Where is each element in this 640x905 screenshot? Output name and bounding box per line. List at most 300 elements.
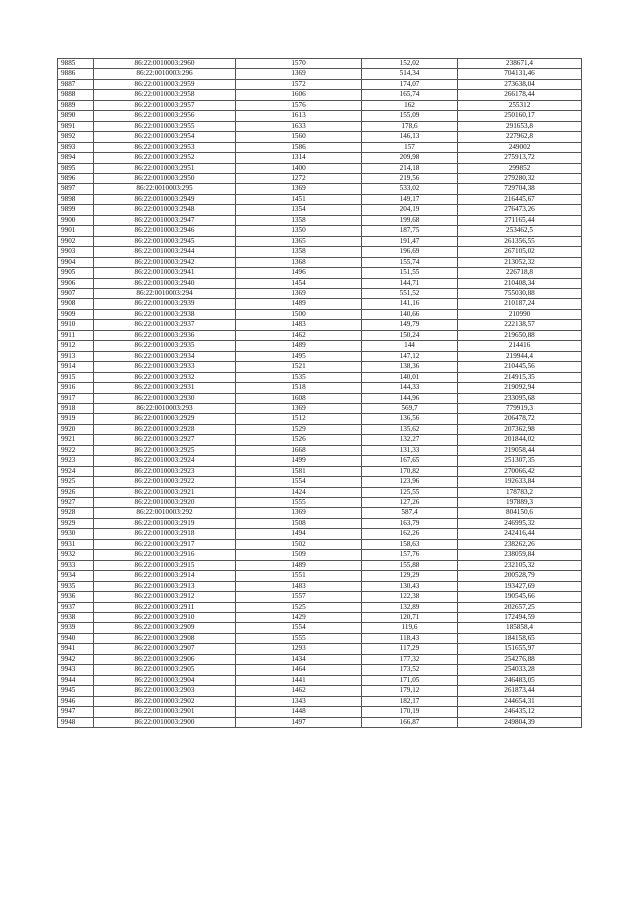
area-cell: 144	[362, 341, 458, 351]
cadastral-number-cell: 86:22:0010003:2949	[94, 194, 236, 204]
area-cell: 129,29	[362, 571, 458, 581]
cadastral-number-cell: 86:22:0010003:2937	[94, 320, 236, 330]
value-cell: 244654,31	[458, 696, 582, 706]
table-row	[58, 665, 582, 675]
table-row	[58, 613, 582, 623]
table-row	[58, 288, 582, 298]
row-number-cell: 9896	[58, 173, 94, 183]
cadastral-number-cell: 86:22:0010003:2940	[94, 278, 236, 288]
cadastral-number-cell: 86:22:0010003:2941	[94, 268, 236, 278]
table-row	[58, 424, 582, 434]
cadastral-number-cell: 86:22:0010003:2902	[94, 696, 236, 706]
area-cell: 135,62	[362, 424, 458, 434]
area-cell: 155,09	[362, 111, 458, 121]
row-number-cell: 9927	[58, 498, 94, 508]
table-row	[58, 90, 582, 100]
row-number-cell: 9944	[58, 675, 94, 685]
value-cell: 242416,44	[458, 529, 582, 539]
rate-cell: 1462	[236, 686, 362, 696]
row-number-cell: 9894	[58, 153, 94, 163]
value-cell: 704131,46	[458, 69, 582, 79]
row-number-cell: 9942	[58, 654, 94, 664]
row-number-cell: 9945	[58, 686, 94, 696]
cadastral-number-cell: 86:22:0010003:2936	[94, 330, 236, 340]
cadastral-number-cell: 86:22:0010003:294	[94, 288, 236, 298]
value-cell: 184158,65	[458, 633, 582, 643]
table-row	[58, 403, 582, 413]
row-number-cell: 9920	[58, 424, 94, 434]
table-row	[58, 456, 582, 466]
area-cell: 130,43	[362, 581, 458, 591]
table-row	[58, 571, 582, 581]
cadastral-number-cell: 86:22:0010003:2924	[94, 456, 236, 466]
area-cell: 144,33	[362, 383, 458, 393]
area-cell: 144,71	[362, 278, 458, 288]
table-row	[58, 633, 582, 643]
area-cell: 147,12	[362, 351, 458, 361]
value-cell: 273638,04	[458, 79, 582, 89]
value-cell: 255312	[458, 100, 582, 110]
table-row	[58, 477, 582, 487]
row-number-cell: 9940	[58, 633, 94, 643]
table-row	[58, 550, 582, 560]
row-number-cell: 9929	[58, 518, 94, 528]
area-cell: 174,07	[362, 79, 458, 89]
row-number-cell: 9906	[58, 278, 94, 288]
row-number-cell: 9899	[58, 205, 94, 215]
rate-cell: 1508	[236, 518, 362, 528]
row-number-cell: 9898	[58, 194, 94, 204]
cadastral-number-cell: 86:22:0010003:2930	[94, 393, 236, 403]
table-row	[58, 59, 582, 69]
area-cell: 170,19	[362, 707, 458, 717]
value-cell: 219944,4	[458, 351, 582, 361]
value-cell: 232105,32	[458, 560, 582, 570]
table-body	[58, 59, 582, 728]
value-cell: 729704,38	[458, 184, 582, 194]
rate-cell: 1555	[236, 633, 362, 643]
cadastral-number-cell: 86:22:0010003:292	[94, 508, 236, 518]
rate-cell: 1369	[236, 508, 362, 518]
row-number-cell: 9916	[58, 383, 94, 393]
rate-cell: 1495	[236, 351, 362, 361]
row-number-cell: 9913	[58, 351, 94, 361]
rate-cell: 1581	[236, 466, 362, 476]
table-row	[58, 602, 582, 612]
area-cell: 219,56	[362, 173, 458, 183]
area-cell: 132,89	[362, 602, 458, 612]
rate-cell: 1557	[236, 592, 362, 602]
row-number-cell: 9889	[58, 100, 94, 110]
row-number-cell: 9897	[58, 184, 94, 194]
rate-cell: 1365	[236, 236, 362, 246]
value-cell: 270066,42	[458, 466, 582, 476]
row-number-cell: 9886	[58, 69, 94, 79]
row-number-cell: 9924	[58, 466, 94, 476]
rate-cell: 1496	[236, 268, 362, 278]
value-cell: 219058,44	[458, 445, 582, 455]
area-cell: 123,96	[362, 477, 458, 487]
area-cell: 155,88	[362, 560, 458, 570]
table-row	[58, 111, 582, 121]
area-cell: 140,01	[362, 372, 458, 382]
value-cell: 261356,55	[458, 236, 582, 246]
table-row	[58, 69, 582, 79]
table-row	[58, 623, 582, 633]
row-number-cell: 9934	[58, 571, 94, 581]
row-number-cell: 9948	[58, 717, 94, 727]
row-number-cell: 9911	[58, 330, 94, 340]
rate-cell: 1570	[236, 59, 362, 69]
table-row	[58, 236, 582, 246]
cadastral-number-cell: 86:22:0010003:2959	[94, 79, 236, 89]
table-row	[58, 560, 582, 570]
value-cell: 190545,66	[458, 592, 582, 602]
table-row	[58, 644, 582, 654]
cadastral-number-cell: 86:22:0010003:2958	[94, 90, 236, 100]
rate-cell: 1554	[236, 623, 362, 633]
row-number-cell: 9892	[58, 132, 94, 142]
value-cell: 755030,88	[458, 288, 582, 298]
row-number-cell: 9938	[58, 613, 94, 623]
cadastral-number-cell: 86:22:0010003:2932	[94, 372, 236, 382]
cadastral-number-cell: 86:22:0010003:2907	[94, 644, 236, 654]
cadastral-number-cell: 86:22:0010003:296	[94, 69, 236, 79]
area-cell: 157,76	[362, 550, 458, 560]
rate-cell: 1512	[236, 414, 362, 424]
table-row	[58, 163, 582, 173]
area-cell: 118,43	[362, 633, 458, 643]
rate-cell: 1400	[236, 163, 362, 173]
rate-cell: 1462	[236, 330, 362, 340]
table-row	[58, 309, 582, 319]
table-row	[58, 184, 582, 194]
cadastral-number-cell: 86:22:0010003:2922	[94, 477, 236, 487]
rate-cell: 1489	[236, 341, 362, 351]
rate-cell: 1354	[236, 205, 362, 215]
value-cell: 238671,4	[458, 59, 582, 69]
area-cell: 151,55	[362, 268, 458, 278]
row-number-cell: 9921	[58, 435, 94, 445]
value-cell: 216445,67	[458, 194, 582, 204]
table-row	[58, 79, 582, 89]
rate-cell: 1451	[236, 194, 362, 204]
rate-cell: 1429	[236, 613, 362, 623]
rate-cell: 1502	[236, 539, 362, 549]
data-table	[57, 58, 582, 728]
area-cell: 122,38	[362, 592, 458, 602]
table-row	[58, 299, 582, 309]
rate-cell: 1613	[236, 111, 362, 121]
rate-cell: 1369	[236, 69, 362, 79]
cadastral-number-cell: 86:22:0010003:2944	[94, 247, 236, 257]
table-row	[58, 414, 582, 424]
rate-cell: 1358	[236, 215, 362, 225]
area-cell: 187,75	[362, 226, 458, 236]
area-cell: 165,74	[362, 90, 458, 100]
value-cell: 253462,5	[458, 226, 582, 236]
row-number-cell: 9893	[58, 142, 94, 152]
row-number-cell: 9918	[58, 403, 94, 413]
row-number-cell: 9928	[58, 508, 94, 518]
value-cell: 279280,32	[458, 173, 582, 183]
rate-cell: 1633	[236, 121, 362, 131]
table-row	[58, 487, 582, 497]
cadastral-number-cell: 86:22:0010003:2938	[94, 309, 236, 319]
table-row	[58, 383, 582, 393]
table-row	[58, 717, 582, 727]
area-cell: 196,69	[362, 247, 458, 257]
table-row	[58, 100, 582, 110]
value-cell: 151655,97	[458, 644, 582, 654]
area-cell: 514,34	[362, 69, 458, 79]
value-cell: 210445,56	[458, 362, 582, 372]
table-row	[58, 372, 582, 382]
value-cell: 202657,25	[458, 602, 582, 612]
table-row	[58, 320, 582, 330]
value-cell: 200528,79	[458, 571, 582, 581]
cadastral-number-cell: 86:22:0010003:2912	[94, 592, 236, 602]
cadastral-number-cell: 86:22:0010003:2928	[94, 424, 236, 434]
table-row	[58, 257, 582, 267]
rate-cell: 1554	[236, 477, 362, 487]
value-cell: 185858,4	[458, 623, 582, 633]
row-number-cell: 9885	[58, 59, 94, 69]
value-cell: 267105,02	[458, 247, 582, 257]
value-cell: 207362,98	[458, 424, 582, 434]
table-row	[58, 362, 582, 372]
area-cell: 214,18	[362, 163, 458, 173]
cadastral-number-cell: 86:22:0010003:2927	[94, 435, 236, 445]
rate-cell: 1369	[236, 288, 362, 298]
table-row	[58, 121, 582, 131]
area-cell: 131,33	[362, 445, 458, 455]
value-cell: 250160,17	[458, 111, 582, 121]
rate-cell: 1434	[236, 654, 362, 664]
rate-cell: 1368	[236, 257, 362, 267]
row-number-cell: 9903	[58, 247, 94, 257]
row-number-cell: 9887	[58, 79, 94, 89]
value-cell: 238059,84	[458, 550, 582, 560]
rate-cell: 1483	[236, 320, 362, 330]
area-cell: 158,63	[362, 539, 458, 549]
cadastral-number-cell: 86:22:0010003:2931	[94, 383, 236, 393]
area-cell: 209,98	[362, 153, 458, 163]
cadastral-number-cell: 86:22:0010003:2913	[94, 581, 236, 591]
rate-cell: 1500	[236, 309, 362, 319]
cadastral-number-cell: 86:22:0010003:2954	[94, 132, 236, 142]
row-number-cell: 9890	[58, 111, 94, 121]
area-cell: 170,82	[362, 466, 458, 476]
row-number-cell: 9937	[58, 602, 94, 612]
rate-cell: 1606	[236, 90, 362, 100]
cadastral-number-cell: 86:22:0010003:2918	[94, 529, 236, 539]
area-cell: 125,55	[362, 487, 458, 497]
rate-cell: 1551	[236, 571, 362, 581]
rate-cell: 1526	[236, 435, 362, 445]
row-number-cell: 9947	[58, 707, 94, 717]
area-cell: 120,71	[362, 613, 458, 623]
rate-cell: 1529	[236, 424, 362, 434]
table-row	[58, 466, 582, 476]
row-number-cell: 9891	[58, 121, 94, 131]
table-row	[58, 341, 582, 351]
area-cell: 173,52	[362, 665, 458, 675]
rate-cell: 1555	[236, 498, 362, 508]
table-row	[58, 247, 582, 257]
area-cell: 163,79	[362, 518, 458, 528]
rate-cell: 1272	[236, 173, 362, 183]
table-row	[58, 508, 582, 518]
row-number-cell: 9931	[58, 539, 94, 549]
area-cell: 132,27	[362, 435, 458, 445]
area-cell: 150,24	[362, 330, 458, 340]
area-cell: 199,68	[362, 215, 458, 225]
value-cell: 210408,34	[458, 278, 582, 288]
value-cell: 210990	[458, 309, 582, 319]
area-cell: 171,05	[362, 675, 458, 685]
rate-cell: 1521	[236, 362, 362, 372]
rate-cell: 1572	[236, 79, 362, 89]
cadastral-number-cell: 86:22:0010003:295	[94, 184, 236, 194]
rate-cell: 1369	[236, 403, 362, 413]
area-cell: 149,17	[362, 194, 458, 204]
rate-cell: 1424	[236, 487, 362, 497]
cadastral-number-cell: 86:22:0010003:2905	[94, 665, 236, 675]
row-number-cell: 9943	[58, 665, 94, 675]
table-row	[58, 153, 582, 163]
cadastral-number-cell: 86:22:0010003:2952	[94, 153, 236, 163]
table-row	[58, 498, 582, 508]
table-row	[58, 205, 582, 215]
value-cell: 222138,57	[458, 320, 582, 330]
cadastral-number-cell: 86:22:0010003:2942	[94, 257, 236, 267]
area-cell: 177,32	[362, 654, 458, 664]
value-cell: 246995,32	[458, 518, 582, 528]
value-cell: 299852	[458, 163, 582, 173]
table-row	[58, 215, 582, 225]
table-row	[58, 707, 582, 717]
value-cell: 254276,88	[458, 654, 582, 664]
value-cell: 249804,39	[458, 717, 582, 727]
cadastral-number-cell: 86:22:0010003:2909	[94, 623, 236, 633]
rate-cell: 1489	[236, 299, 362, 309]
cadastral-number-cell: 86:22:0010003:2917	[94, 539, 236, 549]
rate-cell: 1369	[236, 184, 362, 194]
cadastral-number-cell: 86:22:0010003:2904	[94, 675, 236, 685]
row-number-cell: 9912	[58, 341, 94, 351]
value-cell: 246435,12	[458, 707, 582, 717]
cadastral-number-cell: 86:22:0010003:2951	[94, 163, 236, 173]
value-cell: 219092,94	[458, 383, 582, 393]
value-cell: 276473,26	[458, 205, 582, 215]
area-cell: 162,26	[362, 529, 458, 539]
row-number-cell: 9922	[58, 445, 94, 455]
cadastral-number-cell: 86:22:0010003:2935	[94, 341, 236, 351]
cadastral-number-cell: 86:22:0010003:2923	[94, 466, 236, 476]
area-cell: 182,17	[362, 696, 458, 706]
value-cell: 213052,32	[458, 257, 582, 267]
table-row	[58, 173, 582, 183]
area-cell: 587,4	[362, 508, 458, 518]
area-cell: 178,6	[362, 121, 458, 131]
cadastral-number-cell: 86:22:0010003:2911	[94, 602, 236, 612]
cadastral-number-cell: 86:22:0010003:2960	[94, 59, 236, 69]
table-row	[58, 268, 582, 278]
table-row	[58, 581, 582, 591]
value-cell: 227962,8	[458, 132, 582, 142]
value-cell: 271165,44	[458, 215, 582, 225]
area-cell: 117,29	[362, 644, 458, 654]
rate-cell: 1454	[236, 278, 362, 288]
area-cell: 136,56	[362, 414, 458, 424]
row-number-cell: 9919	[58, 414, 94, 424]
cadastral-number-cell: 86:22:0010003:2919	[94, 518, 236, 528]
cadastral-number-cell: 86:22:0010003:2906	[94, 654, 236, 664]
value-cell: 210187,24	[458, 299, 582, 309]
cadastral-number-cell: 86:22:0010003:2939	[94, 299, 236, 309]
rate-cell: 1576	[236, 100, 362, 110]
row-number-cell: 9923	[58, 456, 94, 466]
table-row	[58, 654, 582, 664]
row-number-cell: 9917	[58, 393, 94, 403]
cadastral-number-cell: 86:22:0010003:2956	[94, 111, 236, 121]
cadastral-number-cell: 86:22:0010003:2903	[94, 686, 236, 696]
value-cell: 172494,59	[458, 613, 582, 623]
cadastral-number-cell: 86:22:0010003:2955	[94, 121, 236, 131]
table-row	[58, 675, 582, 685]
value-cell: 219650,88	[458, 330, 582, 340]
value-cell: 193427,69	[458, 581, 582, 591]
value-cell: 291653,8	[458, 121, 582, 131]
rate-cell: 1509	[236, 550, 362, 560]
area-cell: 167,65	[362, 456, 458, 466]
area-cell: 162	[362, 100, 458, 110]
row-number-cell: 9905	[58, 268, 94, 278]
value-cell: 238262,26	[458, 539, 582, 549]
table-row	[58, 330, 582, 340]
area-cell: 569,7	[362, 403, 458, 413]
table-row	[58, 351, 582, 361]
value-cell: 261873,44	[458, 686, 582, 696]
area-cell: 533,02	[362, 184, 458, 194]
row-number-cell: 9888	[58, 90, 94, 100]
table-row	[58, 226, 582, 236]
area-cell: 166,87	[362, 717, 458, 727]
area-cell: 152,02	[362, 59, 458, 69]
cadastral-number-cell: 86:22:0010003:2953	[94, 142, 236, 152]
row-number-cell: 9902	[58, 236, 94, 246]
cadastral-number-cell: 86:22:0010003:2914	[94, 571, 236, 581]
row-number-cell: 9904	[58, 257, 94, 267]
table-row	[58, 539, 582, 549]
value-cell: 214915,35	[458, 372, 582, 382]
row-number-cell: 9925	[58, 477, 94, 487]
area-cell: 155,74	[362, 257, 458, 267]
cadastral-number-cell: 86:22:0010003:2920	[94, 498, 236, 508]
cadastral-number-cell: 86:22:0010003:2934	[94, 351, 236, 361]
cadastral-number-cell: 86:22:0010003:2948	[94, 205, 236, 215]
value-cell: 197889,3	[458, 498, 582, 508]
rate-cell: 1350	[236, 226, 362, 236]
area-cell: 119,6	[362, 623, 458, 633]
row-number-cell: 9941	[58, 644, 94, 654]
cadastral-number-cell: 86:22:0010003:2900	[94, 717, 236, 727]
rate-cell: 1560	[236, 132, 362, 142]
row-number-cell: 9915	[58, 372, 94, 382]
value-cell: 254033,28	[458, 665, 582, 675]
area-cell: 140,66	[362, 309, 458, 319]
